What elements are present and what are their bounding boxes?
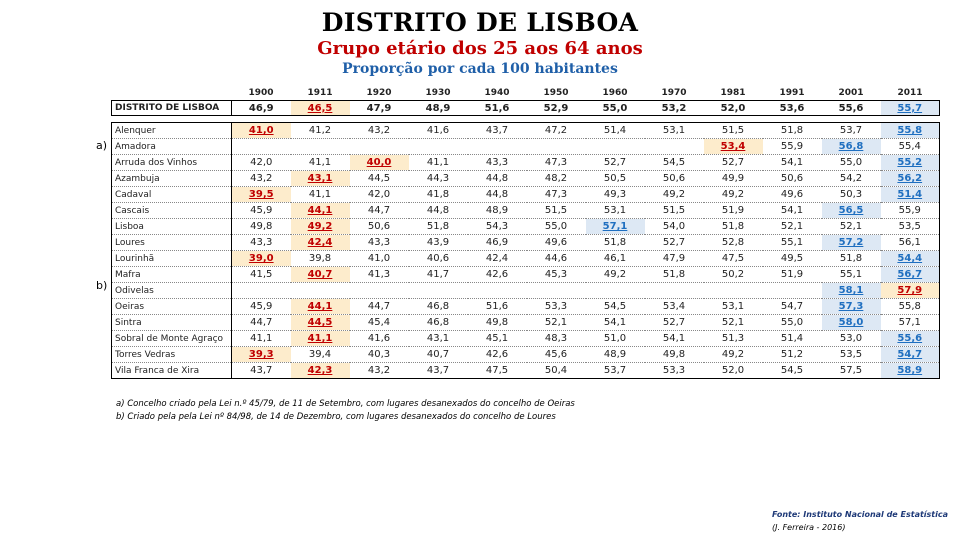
table-cell: 57,2 (822, 235, 881, 251)
data-table (111, 86, 940, 379)
table-cell: 52,8 (704, 235, 763, 251)
municipality-name: Amadora (112, 139, 232, 155)
municipality-name: Loures (112, 235, 232, 251)
table-cell: 43,3 (350, 235, 409, 251)
table-cell: 51,3 (704, 331, 763, 347)
table-cell (350, 283, 409, 299)
table-cell: 54,1 (586, 315, 645, 331)
table-cell: 49,2 (291, 219, 350, 235)
district-row (112, 101, 940, 116)
table-cell: 54,1 (763, 203, 822, 219)
table-cell: 51,4 (881, 187, 940, 203)
table-cell: 51,8 (704, 219, 763, 235)
page-subtitle-2: Proporção por cada 100 habitantes (342, 61, 618, 77)
table-cell: 42,0 (350, 187, 409, 203)
table-cell: 47,5 (704, 251, 763, 267)
table-cell (586, 139, 645, 155)
table-row (112, 219, 940, 235)
table-row (112, 139, 940, 155)
table-cell: 39,8 (291, 251, 350, 267)
table-cell: 40,7 (291, 267, 350, 283)
table-cell: 46,8 (409, 299, 468, 315)
table-cell: 54,0 (645, 219, 704, 235)
table-cell: 41,0 (350, 251, 409, 267)
table-cell: 52,1 (763, 219, 822, 235)
table-cell: 54,4 (881, 251, 940, 267)
year-header: 1991 (779, 88, 805, 98)
table-cell: 51,5 (527, 203, 586, 219)
table-cell: 48,9 (586, 347, 645, 363)
table-cell: 50,4 (527, 363, 586, 379)
table-cell: 40,0 (350, 155, 409, 171)
table-cell: 45,6 (527, 347, 586, 363)
table-cell: 43,1 (409, 331, 468, 347)
table-cell: 53,3 (645, 363, 704, 379)
table-cell: 41,1 (291, 155, 350, 171)
table-cell: 44,7 (232, 315, 291, 331)
table-cell: 55,1 (822, 267, 881, 283)
table-cell: 57,5 (822, 363, 881, 379)
table-cell: 55,1 (763, 235, 822, 251)
table-cell: 41,1 (232, 331, 291, 347)
table-cell: 51,5 (704, 123, 763, 139)
table-cell: 49,6 (763, 187, 822, 203)
table-cell: 41,7 (409, 267, 468, 283)
table-cell (409, 139, 468, 155)
municipality-name: Arruda dos Vinhos (112, 155, 232, 171)
table-cell: 52,1 (822, 219, 881, 235)
table-cell: 55,4 (881, 139, 940, 155)
table-cell: 39,4 (291, 347, 350, 363)
table-cell: 44,1 (291, 203, 350, 219)
table-cell: 42,0 (232, 155, 291, 171)
table-row (112, 251, 940, 267)
table-cell: 39,5 (232, 187, 291, 203)
table-cell: 56,8 (822, 139, 881, 155)
table-cell: 53,0 (822, 331, 881, 347)
table-cell: 45,4 (350, 315, 409, 331)
municipality-name: Oeiras (112, 299, 232, 315)
table-cell (232, 283, 291, 299)
table-row (112, 331, 940, 347)
table-cell: 55,9 (763, 139, 822, 155)
table-cell: 51,0 (586, 331, 645, 347)
table-cell: 43,7 (468, 123, 527, 139)
table-cell: 49,9 (704, 171, 763, 187)
year-header-row (112, 86, 940, 101)
table-cell: 48,3 (527, 331, 586, 347)
table-cell: 43,3 (468, 155, 527, 171)
table-cell: 56,1 (881, 235, 940, 251)
table-cell: 51,6 (468, 299, 527, 315)
table-cell: 51,8 (409, 219, 468, 235)
table-cell: 45,9 (232, 203, 291, 219)
table-cell: 48,9 (468, 203, 527, 219)
table-cell: 43,7 (232, 363, 291, 379)
municipality-name: Vila Franca de Xira (112, 363, 232, 379)
table-cell: 54,1 (763, 155, 822, 171)
table-cell: 41,1 (409, 155, 468, 171)
table-cell: 50,5 (586, 171, 645, 187)
table-cell (763, 283, 822, 299)
table-cell: 53,5 (822, 347, 881, 363)
table-cell: 49,8 (645, 347, 704, 363)
district-value: 47,9 (350, 101, 409, 116)
year-header: 1970 (661, 88, 687, 98)
table-cell: 51,8 (822, 251, 881, 267)
table-cell: 51,4 (586, 123, 645, 139)
municipality-name: Alenquer (112, 123, 232, 139)
table-cell: 46,9 (468, 235, 527, 251)
table-cell: 57,3 (822, 299, 881, 315)
table-row (112, 171, 940, 187)
table-cell: 53,4 (704, 139, 763, 155)
district-value: 55,0 (586, 101, 645, 116)
table-cell: 49,2 (704, 347, 763, 363)
author-label: (J. Ferreira - 2016) (772, 523, 846, 532)
note-label-a: a) (96, 139, 108, 152)
table-cell: 43,2 (350, 123, 409, 139)
municipality-name: Sintra (112, 315, 232, 331)
municipality-name: Cascais (112, 203, 232, 219)
table-cell: 55,8 (881, 299, 940, 315)
table-cell: 57,9 (881, 283, 940, 299)
table-cell: 43,9 (409, 235, 468, 251)
table-cell: 54,5 (645, 155, 704, 171)
table-cell: 41,5 (232, 267, 291, 283)
footnote-a: a) Concelho criado pela Lei n.º 45/79, de 11 de Setembro, com lugares desanexados do concelho de Oeiras (116, 399, 575, 409)
table-row (112, 283, 940, 299)
table-cell (468, 283, 527, 299)
table-cell: 56,2 (881, 171, 940, 187)
district-value: 52,0 (704, 101, 763, 116)
municipality-name: Lourinhã (112, 251, 232, 267)
table-cell: 55,9 (881, 203, 940, 219)
table-cell: 41,2 (291, 123, 350, 139)
table-cell: 43,1 (291, 171, 350, 187)
table-cell: 44,1 (291, 299, 350, 315)
municipality-name: Azambuja (112, 171, 232, 187)
table-cell: 40,6 (409, 251, 468, 267)
table-cell: 58,9 (881, 363, 940, 379)
table-cell: 43,2 (350, 363, 409, 379)
table-cell: 49,2 (704, 187, 763, 203)
table-cell: 58,0 (822, 315, 881, 331)
table-cell (645, 283, 704, 299)
year-header: 1920 (366, 88, 392, 98)
table-cell: 55,8 (881, 123, 940, 139)
district-value: 52,9 (527, 101, 586, 116)
table-cell (291, 139, 350, 155)
table-cell: 44,8 (409, 203, 468, 219)
year-header: 1960 (602, 88, 628, 98)
table-cell: 44,7 (350, 203, 409, 219)
table-cell: 53,3 (527, 299, 586, 315)
table-cell: 41,3 (350, 267, 409, 283)
table-row (112, 203, 940, 219)
table-cell (586, 283, 645, 299)
footnotes (116, 398, 575, 424)
year-header: 2001 (838, 88, 864, 98)
table-cell: 55,0 (763, 315, 822, 331)
table-cell: 42,4 (468, 251, 527, 267)
table-row (112, 299, 940, 315)
table-cell (468, 139, 527, 155)
table-cell: 54,7 (881, 347, 940, 363)
table-cell: 42,6 (468, 347, 527, 363)
district-value: 53,2 (645, 101, 704, 116)
district-value: 51,6 (468, 101, 527, 116)
table-cell: 51,9 (763, 267, 822, 283)
table-row (112, 315, 940, 331)
table-cell: 53,1 (704, 299, 763, 315)
table-cell: 50,6 (350, 219, 409, 235)
table-cell (350, 139, 409, 155)
table-cell (409, 283, 468, 299)
table-cell: 52,7 (645, 235, 704, 251)
table-cell: 43,2 (232, 171, 291, 187)
table-cell: 45,3 (527, 267, 586, 283)
table-cell: 49,3 (586, 187, 645, 203)
footnote-b: b) Criado pela pela Lei nº 84/98, de 14 de Dezembro, com lugares desanexados do concelho de Loures (116, 412, 556, 422)
table-row (112, 187, 940, 203)
district-value: 46,5 (291, 101, 350, 116)
table-row (112, 235, 940, 251)
district-value: 53,6 (763, 101, 822, 116)
table-cell: 49,6 (527, 235, 586, 251)
table-cell: 52,7 (586, 155, 645, 171)
table-cell: 50,3 (822, 187, 881, 203)
table-cell: 54,2 (822, 171, 881, 187)
table-cell: 51,4 (763, 331, 822, 347)
table-cell: 51,5 (645, 203, 704, 219)
year-header: 1930 (425, 88, 451, 98)
year-header: 2011 (897, 88, 923, 98)
table-cell: 41,1 (291, 331, 350, 347)
table-cell: 43,7 (409, 363, 468, 379)
table-cell: 51,9 (704, 203, 763, 219)
table-cell: 44,6 (527, 251, 586, 267)
municipality-name: Lisboa (112, 219, 232, 235)
table-cell: 56,5 (822, 203, 881, 219)
table-cell: 55,0 (822, 155, 881, 171)
table-cell: 40,3 (350, 347, 409, 363)
table-row (112, 123, 940, 139)
table-cell: 57,1 (881, 315, 940, 331)
table-cell: 53,1 (645, 123, 704, 139)
table-cell: 47,9 (645, 251, 704, 267)
table-row (112, 267, 940, 283)
page-subtitle: Grupo etário dos 25 aos 64 anos (317, 38, 643, 59)
municipality-name: Odivelas (112, 283, 232, 299)
table-cell: 55,2 (881, 155, 940, 171)
table-cell: 52,7 (704, 155, 763, 171)
spacer-row (112, 116, 940, 123)
table-cell: 41,1 (291, 187, 350, 203)
table-cell: 46,1 (586, 251, 645, 267)
table-cell (527, 283, 586, 299)
table-cell: 50,6 (645, 171, 704, 187)
table-cell: 49,2 (586, 267, 645, 283)
table-cell: 52,1 (527, 315, 586, 331)
table-cell: 45,1 (468, 331, 527, 347)
table-cell: 51,8 (763, 123, 822, 139)
year-header: 1900 (248, 88, 274, 98)
table-cell: 58,1 (822, 283, 881, 299)
table-cell (527, 139, 586, 155)
district-value: 55,7 (881, 101, 940, 116)
year-header: 1940 (484, 88, 510, 98)
district-name: DISTRITO DE LISBOA (112, 101, 232, 116)
table-cell (291, 283, 350, 299)
spacer-cell (112, 116, 940, 123)
table-row (112, 347, 940, 363)
municipality-name: Sobral de Monte Agraço (112, 331, 232, 347)
table-cell: 54,3 (468, 219, 527, 235)
table-cell: 40,7 (409, 347, 468, 363)
year-header: 1911 (307, 88, 333, 98)
table-cell: 49,8 (232, 219, 291, 235)
table-cell: 44,5 (291, 315, 350, 331)
note-label-b: b) (96, 279, 108, 292)
table-cell: 52,1 (704, 315, 763, 331)
table-cell: 53,7 (586, 363, 645, 379)
source-label: Fonte: Instituto Nacional de Estatística (771, 510, 948, 519)
table-cell: 41,8 (409, 187, 468, 203)
table-cell: 43,3 (232, 235, 291, 251)
table-cell: 54,5 (763, 363, 822, 379)
table-cell: 44,3 (409, 171, 468, 187)
municipality-name: Torres Vedras (112, 347, 232, 363)
table-cell: 41,6 (350, 331, 409, 347)
district-value: 48,9 (409, 101, 468, 116)
table-cell (704, 283, 763, 299)
table-cell: 41,0 (232, 123, 291, 139)
table-cell: 57,1 (586, 219, 645, 235)
district-value: 55,6 (822, 101, 881, 116)
table-cell: 55,0 (527, 219, 586, 235)
table-cell: 54,7 (763, 299, 822, 315)
table-cell: 49,5 (763, 251, 822, 267)
table-cell: 44,5 (350, 171, 409, 187)
table-cell: 50,6 (763, 171, 822, 187)
table-cell: 47,5 (468, 363, 527, 379)
table-row (112, 155, 940, 171)
table-cell (645, 139, 704, 155)
table-cell: 53,5 (881, 219, 940, 235)
table-cell: 42,4 (291, 235, 350, 251)
table-cell: 51,8 (586, 235, 645, 251)
municipality-name: Cadaval (112, 187, 232, 203)
table-cell: 53,1 (586, 203, 645, 219)
table-cell: 44,8 (468, 171, 527, 187)
table-cell: 46,8 (409, 315, 468, 331)
table-cell: 41,6 (409, 123, 468, 139)
table-cell: 52,7 (645, 315, 704, 331)
table-cell: 52,0 (704, 363, 763, 379)
table-cell: 42,3 (291, 363, 350, 379)
table-cell: 49,8 (468, 315, 527, 331)
table-cell: 39,3 (232, 347, 291, 363)
district-value: 46,9 (232, 101, 291, 116)
table-cell: 48,2 (527, 171, 586, 187)
year-header: 1950 (543, 88, 569, 98)
table-cell: 42,6 (468, 267, 527, 283)
table-cell: 53,4 (645, 299, 704, 315)
table-cell: 55,6 (881, 331, 940, 347)
table-cell: 54,1 (645, 331, 704, 347)
table-cell: 47,3 (527, 187, 586, 203)
year-header: 1981 (720, 88, 746, 98)
table-cell: 53,7 (822, 123, 881, 139)
table-cell (232, 139, 291, 155)
table-cell: 49,2 (645, 187, 704, 203)
table-cell: 50,2 (704, 267, 763, 283)
table-cell: 56,7 (881, 267, 940, 283)
table-cell: 39,0 (232, 251, 291, 267)
table-cell: 54,5 (586, 299, 645, 315)
table-cell: 45,9 (232, 299, 291, 315)
table-cell: 44,8 (468, 187, 527, 203)
table-cell: 51,2 (763, 347, 822, 363)
table-cell: 47,2 (527, 123, 586, 139)
table-cell: 47,3 (527, 155, 586, 171)
table-cell: 44,7 (350, 299, 409, 315)
page-title: DISTRITO DE LISBOA (321, 8, 639, 37)
table-cell: 51,8 (645, 267, 704, 283)
header-blank (112, 86, 232, 101)
table-row (112, 363, 940, 379)
municipality-name: Mafra (112, 267, 232, 283)
